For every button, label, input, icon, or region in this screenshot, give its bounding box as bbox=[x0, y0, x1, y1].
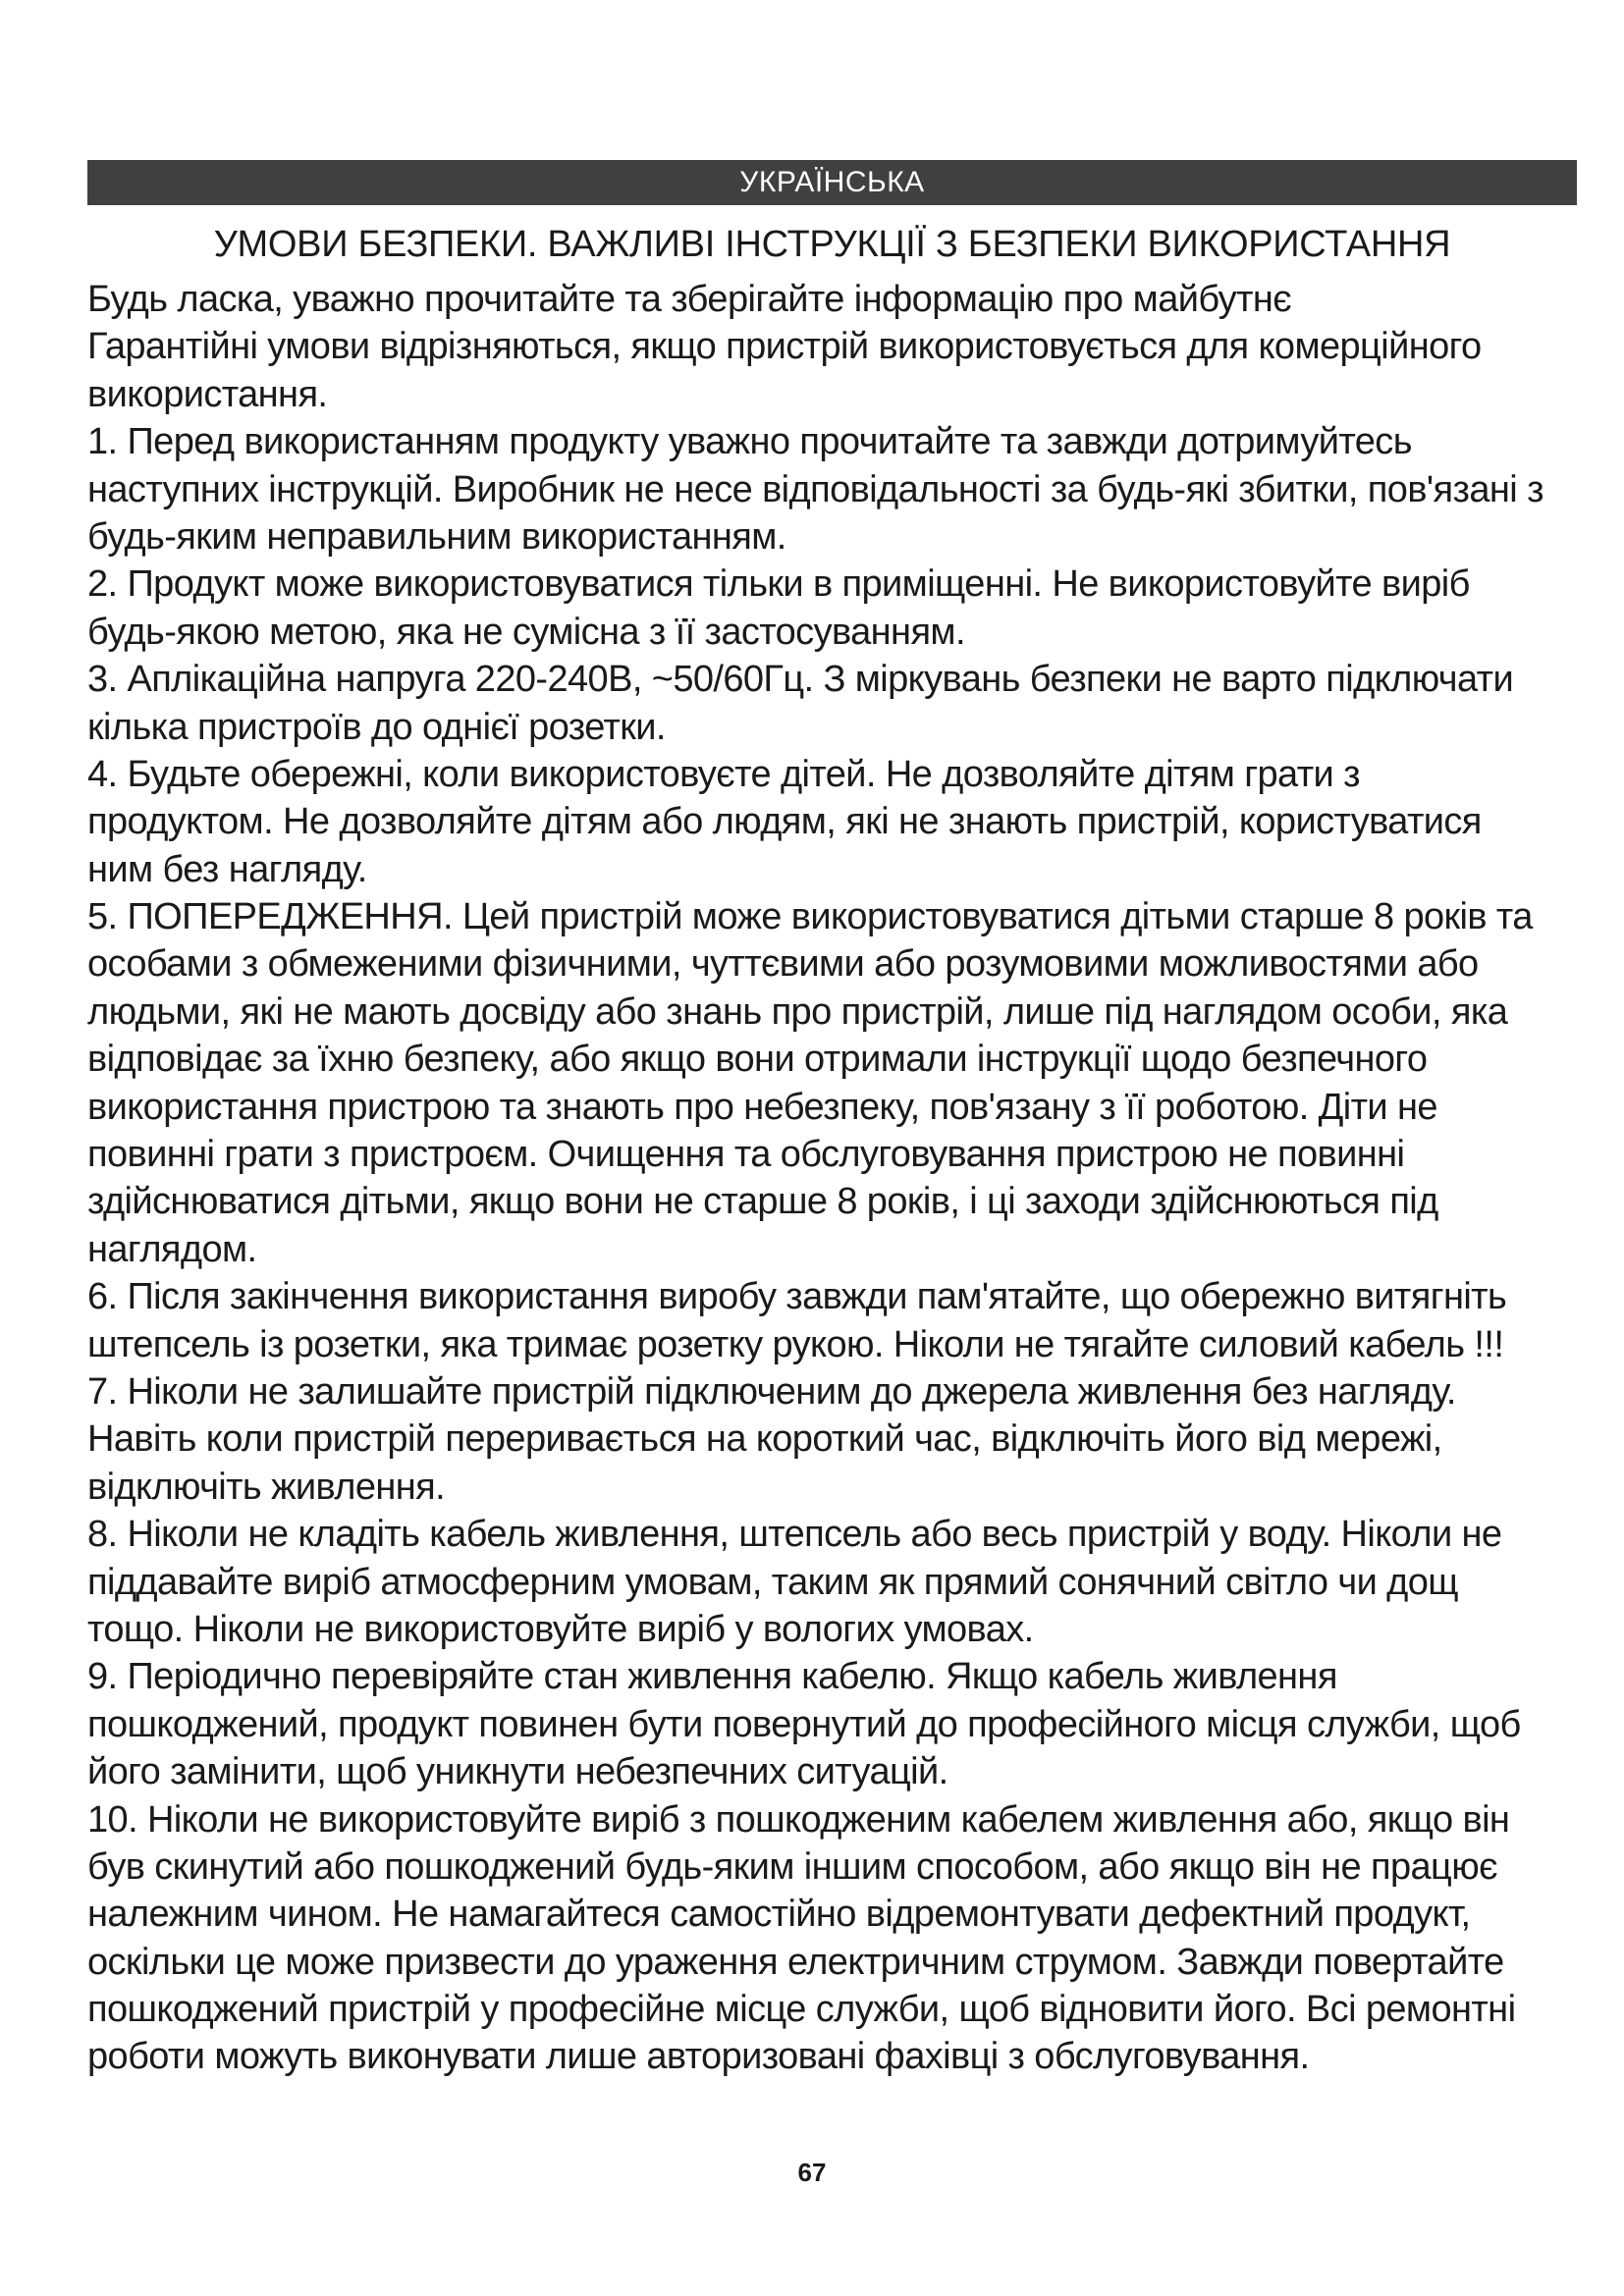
text-line: його замінити, щоб уникнути небезпечних ситуацій. bbox=[87, 1751, 948, 1793]
language-header-bar bbox=[87, 160, 1577, 205]
text-line: кілька пристроїв до однієї розетки. bbox=[87, 706, 666, 748]
text-line: належним чином. Не намагайтеся самостійно відремонтувати дефектний продукт, bbox=[87, 1894, 1471, 1936]
text-line: роботи можуть виконувати лише авторизовані фахівці з обслуговування. bbox=[87, 2036, 1310, 2078]
language-label: УКРАЇНСЬКА bbox=[739, 166, 925, 198]
text-line: оскільки це може призвести до ураження електричним струмом. Завжди повертайте bbox=[87, 1941, 1504, 1983]
page-title: УМОВИ БЕЗПЕКИ. ВАЖЛИВІ ІНСТРУКЦІЇ З БЕЗПЕКИ ВИКОРИСТАННЯ bbox=[213, 224, 1451, 265]
text-line: наглядом. bbox=[87, 1228, 257, 1270]
text-line: особами з обмеженими фізичними, чуттєвими або розумовими можливостями або bbox=[87, 943, 1479, 986]
text-line: відключіть живлення. bbox=[87, 1466, 446, 1508]
text-line: використання. bbox=[87, 373, 328, 415]
text-line: тощо. Ніколи не використовуйте виріб у вологих умовах. bbox=[87, 1608, 1034, 1650]
text-line: 3. Аплікаційна напруга 220-240В, ~50/60Гц. З міркувань безпеки не варто підключати bbox=[87, 659, 1514, 701]
text-line: будь-якою метою, яка не сумісна з її застосуванням. bbox=[87, 611, 965, 653]
text-line: 5. ПОПЕРЕДЖЕННЯ. Цей пристрій може використовуватися дітьми старше 8 років та bbox=[87, 896, 1533, 938]
text-line: повинні грати з пристроєм. Очищення та обслуговування пристрою не повинні bbox=[87, 1134, 1405, 1176]
page-number: 67 bbox=[797, 2158, 827, 2187]
text-line: здійснюватися дітьми, якщо вони не старше 8 років, і ці заходи здійснюються під bbox=[87, 1181, 1438, 1223]
text-line: 1. Перед використанням продукту уважно прочитайте та завжди дотримуйтесь bbox=[87, 421, 1412, 463]
text-line: штепсель із розетки, яка тримає розетку рукою. Ніколи не тягайте силовий кабель !!! bbox=[87, 1323, 1504, 1365]
text-line: Навіть коли пристрій переривається на короткий час, відключіть його від мережі, bbox=[87, 1418, 1442, 1461]
text-line: пошкоджений, продукт повинен бути повернутий до професійного місця служби, щоб bbox=[87, 1703, 1521, 1745]
text-line: 9. Періодично перевіряйте стан живлення кабелю. Якщо кабель живлення bbox=[87, 1656, 1337, 1698]
text-line: продуктом. Не дозволяйте дітям або людям, які не знають пристрій, користуватися bbox=[87, 801, 1482, 843]
text-line: 2. Продукт може використовуватися тільки в приміщенні. Не використовуйте виріб bbox=[87, 563, 1470, 606]
text-line: Будь ласка, уважно прочитайте та зберігайте інформацію про майбутнє bbox=[87, 279, 1292, 320]
text-line: 10. Ніколи не використовуйте виріб з пошкодженим кабелем живлення або, якщо він bbox=[87, 1798, 1510, 1841]
text-line: будь-яким неправильним використанням. bbox=[87, 515, 786, 558]
text-line: пошкоджений пристрій у професійне місце служби, щоб відновити його. Всі ремонтні bbox=[87, 1989, 1516, 2031]
instructions-body bbox=[87, 276, 1550, 2081]
text-line: 6. Після закінчення використання виробу завжди пам'ятайте, що обережно витягніть bbox=[87, 1276, 1507, 1318]
text-line: відповідає за їхню безпеку, або якщо вони отримали інструкції щодо безпечного bbox=[87, 1039, 1428, 1081]
text-line: піддавайте виріб атмосферним умовам, таким як прямий сонячний світло чи дощ bbox=[87, 1561, 1458, 1603]
text-line: 8. Ніколи не кладіть кабель живлення, штепсель або весь пристрій у воду. Ніколи не bbox=[87, 1514, 1502, 1556]
text-line: 7. Ніколи не залишайте пристрій підключеним до джерела живлення без нагляду. bbox=[87, 1370, 1456, 1413]
text-line: був скинутий або пошкоджений будь-яким іншим способом, або якщо він не працює bbox=[87, 1845, 1497, 1888]
text-line: використання пристрою та знають про небезпеку, пов'язану з її роботою. Діти не bbox=[87, 1086, 1437, 1128]
text-line: 4. Будьте обережні, коли використовуєте дітей. Не дозволяйте дітям грати з bbox=[87, 753, 1360, 795]
text-line: наступних інструкцій. Виробник не несе відповідальності за будь-які збитки, пов'язані з bbox=[87, 468, 1543, 510]
text-line: ним без нагляду. bbox=[87, 848, 367, 890]
text-line: Гарантійні умови відрізняються, якщо пристрій використовується для комерційного bbox=[87, 326, 1482, 368]
text-line: людьми, які не мають досвіду або знань про пристрій, лише під наглядом особи, яка bbox=[87, 990, 1508, 1033]
